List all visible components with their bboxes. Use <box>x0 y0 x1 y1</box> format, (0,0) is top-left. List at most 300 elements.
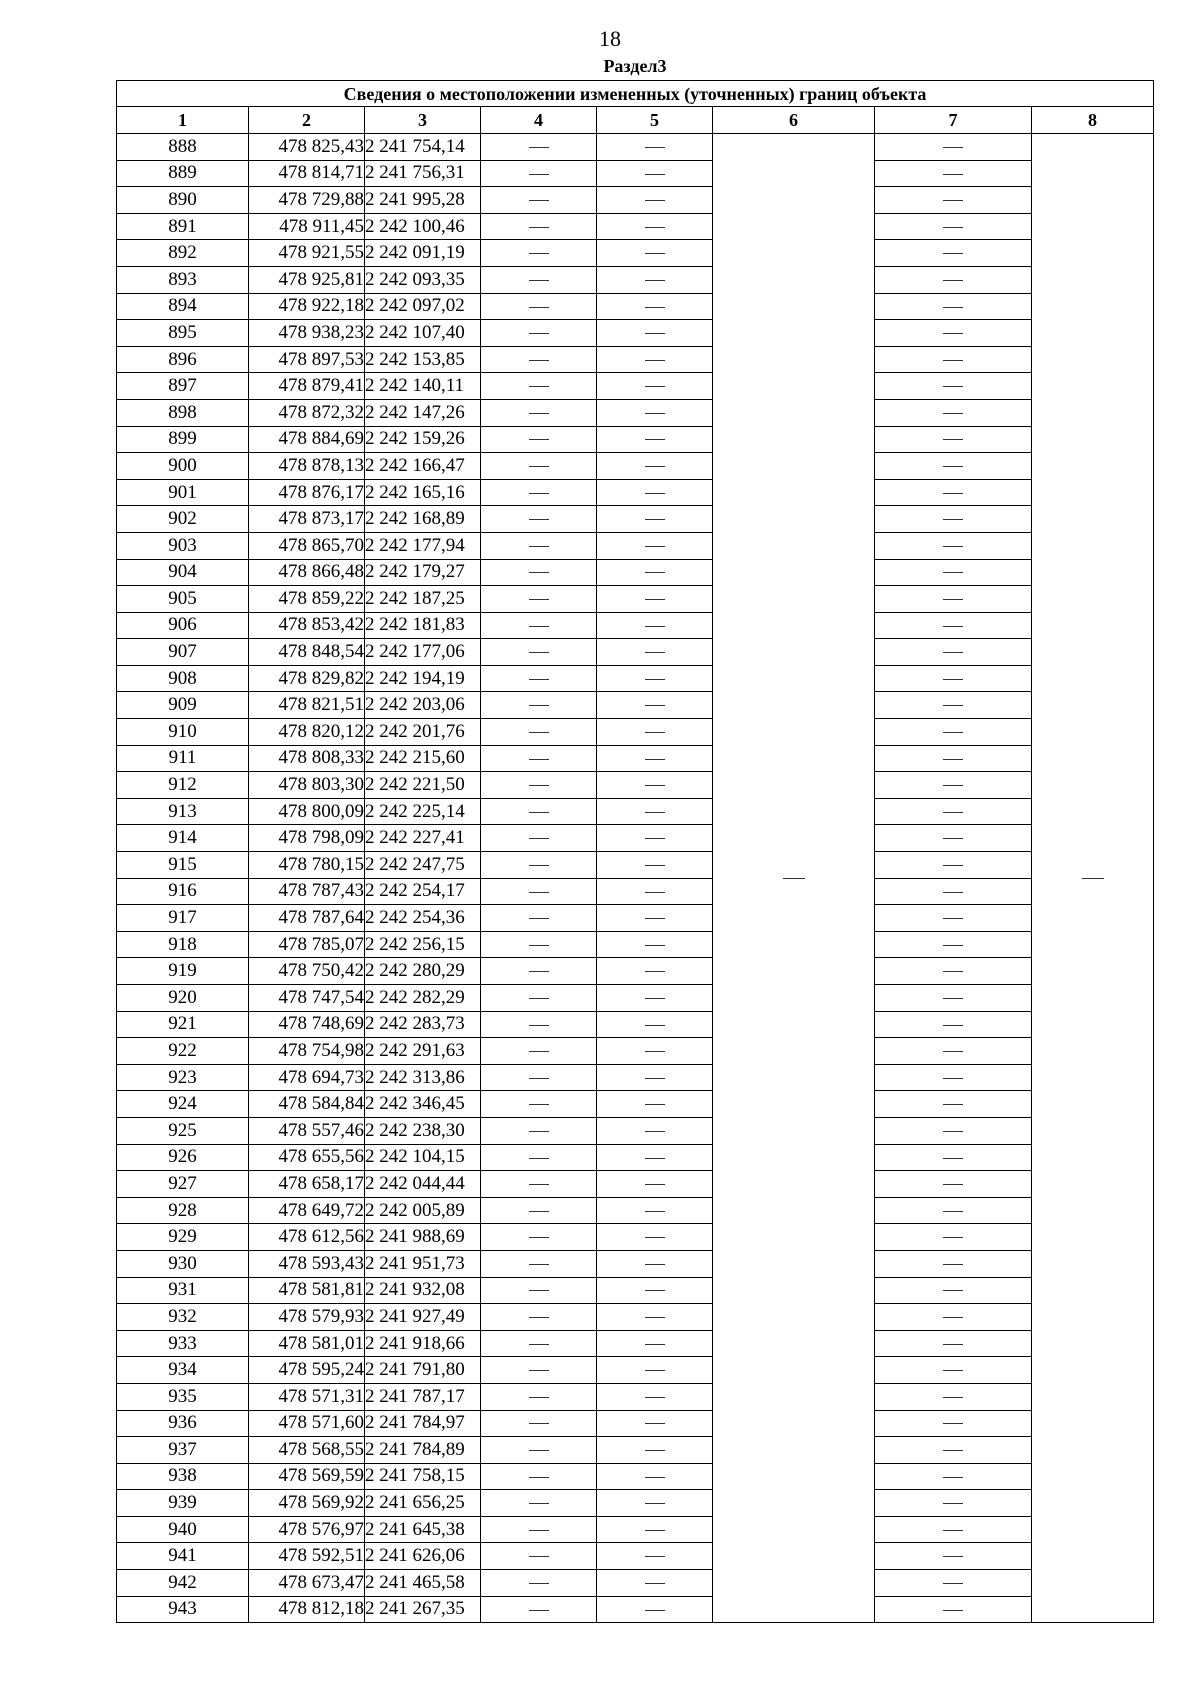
dash-mark <box>645 679 665 680</box>
col4-cell <box>481 1543 597 1570</box>
point-number-cell: 899 <box>117 426 249 453</box>
col4-cell <box>481 745 597 772</box>
col7-cell <box>875 373 1032 400</box>
x-coordinate-cell: 478 938,23 <box>249 320 365 347</box>
y-coordinate-cell: 2 242 104,15 <box>365 1144 481 1171</box>
dash-mark <box>529 147 549 148</box>
dash-mark <box>943 599 963 600</box>
column-header-3: 3 <box>365 107 481 134</box>
x-coordinate-cell: 478 748,69 <box>249 1011 365 1038</box>
dash-mark <box>529 519 549 520</box>
y-coordinate-cell: 2 241 988,69 <box>365 1224 481 1251</box>
dash-mark <box>645 1583 665 1584</box>
point-number-cell: 895 <box>117 320 249 347</box>
col7-cell <box>875 692 1032 719</box>
table-row <box>117 1490 1154 1517</box>
dash-mark <box>943 812 963 813</box>
x-coordinate-cell: 478 808,33 <box>249 745 365 772</box>
col4-cell <box>481 1091 597 1118</box>
col7-cell <box>875 745 1032 772</box>
dash-mark <box>529 253 549 254</box>
col5-cell <box>597 745 713 772</box>
dash-mark <box>645 439 665 440</box>
col4-cell <box>481 612 597 639</box>
point-number-cell: 935 <box>117 1383 249 1410</box>
dash-mark <box>529 174 549 175</box>
col5-cell <box>597 373 713 400</box>
dash-mark <box>645 1211 665 1212</box>
point-number-cell: 914 <box>117 825 249 852</box>
y-coordinate-cell: 2 242 254,36 <box>365 905 481 932</box>
x-coordinate-cell: 478 571,31 <box>249 1383 365 1410</box>
dash-mark <box>1082 878 1104 879</box>
col4-cell <box>481 1330 597 1357</box>
dash-mark <box>529 838 549 839</box>
dash-mark <box>943 333 963 334</box>
x-coordinate-cell: 478 925,81 <box>249 266 365 293</box>
dash-mark <box>645 785 665 786</box>
col5-cell <box>597 506 713 533</box>
col5-cell <box>597 1011 713 1038</box>
dash-mark <box>529 892 549 893</box>
x-coordinate-cell: 478 592,51 <box>249 1543 365 1570</box>
dash-mark <box>943 1397 963 1398</box>
x-coordinate-cell: 478 866,48 <box>249 559 365 586</box>
col4-cell <box>481 266 597 293</box>
col5-cell <box>597 798 713 825</box>
y-coordinate-cell: 2 242 291,63 <box>365 1038 481 1065</box>
y-coordinate-cell: 2 241 756,31 <box>365 160 481 187</box>
table-row <box>117 1197 1154 1224</box>
section-title: Раздел3 <box>603 56 667 76</box>
x-coordinate-cell: 478 649,72 <box>249 1197 365 1224</box>
table-row <box>117 479 1154 506</box>
dash-mark <box>645 1051 665 1052</box>
col5-cell <box>597 293 713 320</box>
col7-cell <box>875 240 1032 267</box>
point-number-cell: 909 <box>117 692 249 719</box>
point-number-cell: 929 <box>117 1224 249 1251</box>
y-coordinate-cell: 2 242 153,85 <box>365 346 481 373</box>
dash-mark <box>943 1078 963 1079</box>
dash-mark <box>943 466 963 467</box>
dash-mark <box>645 1423 665 1424</box>
y-coordinate-cell: 2 241 995,28 <box>365 187 481 214</box>
table-row <box>117 825 1154 852</box>
table-row <box>117 878 1154 905</box>
col4-cell <box>481 1383 597 1410</box>
dash-mark <box>529 227 549 228</box>
dash-mark <box>943 1211 963 1212</box>
point-number-cell: 901 <box>117 479 249 506</box>
x-coordinate-cell: 478 873,17 <box>249 506 365 533</box>
col5-cell <box>597 160 713 187</box>
dash-mark <box>529 493 549 494</box>
col5-cell <box>597 825 713 852</box>
point-number-cell: 913 <box>117 798 249 825</box>
col4-cell <box>481 320 597 347</box>
table-row <box>117 931 1154 958</box>
x-coordinate-cell: 478 655,56 <box>249 1144 365 1171</box>
point-number-cell: 924 <box>117 1091 249 1118</box>
dash-mark <box>943 1290 963 1291</box>
y-coordinate-cell: 2 242 227,41 <box>365 825 481 852</box>
dash-mark <box>943 572 963 573</box>
dash-mark <box>943 546 963 547</box>
y-coordinate-cell: 2 241 932,08 <box>365 1277 481 1304</box>
table-row <box>117 1304 1154 1331</box>
col7-cell <box>875 1277 1032 1304</box>
col5-cell <box>597 320 713 347</box>
col7-cell <box>875 665 1032 692</box>
point-number-cell: 934 <box>117 1357 249 1384</box>
y-coordinate-cell: 2 242 225,14 <box>365 798 481 825</box>
dash-mark <box>943 1317 963 1318</box>
dash-mark <box>645 1237 665 1238</box>
point-number-cell: 927 <box>117 1171 249 1198</box>
col7-cell <box>875 453 1032 480</box>
column-header-2: 2 <box>249 107 365 134</box>
col4-cell <box>481 852 597 879</box>
point-number-cell: 926 <box>117 1144 249 1171</box>
point-number-cell: 915 <box>117 852 249 879</box>
col7-cell <box>875 1543 1032 1570</box>
col4-cell <box>481 399 597 426</box>
col7-cell <box>875 1038 1032 1065</box>
col4-cell <box>481 1596 597 1623</box>
dash-mark <box>943 1477 963 1478</box>
dash-mark <box>645 1370 665 1371</box>
col5-cell <box>597 1516 713 1543</box>
table-caption-row <box>117 81 1154 107</box>
col4-cell <box>481 985 597 1012</box>
x-coordinate-cell: 478 612,56 <box>249 1224 365 1251</box>
point-number-cell: 893 <box>117 266 249 293</box>
table-row <box>117 1144 1154 1171</box>
col5-cell <box>597 559 713 586</box>
y-coordinate-cell: 2 241 784,97 <box>365 1410 481 1437</box>
y-coordinate-cell: 2 242 165,16 <box>365 479 481 506</box>
point-number-cell: 931 <box>117 1277 249 1304</box>
dash-mark <box>645 626 665 627</box>
point-number-cell: 907 <box>117 639 249 666</box>
col4-cell <box>481 1171 597 1198</box>
col5-cell <box>597 852 713 879</box>
column-header-6: 6 <box>713 107 875 134</box>
col4-cell <box>481 1437 597 1464</box>
col4-cell <box>481 1570 597 1597</box>
col4-cell <box>481 426 597 453</box>
dash-mark <box>783 878 805 879</box>
point-number-cell: 918 <box>117 931 249 958</box>
table-caption: Сведения о местоположении измененных (уточненных) границ объекта <box>117 81 1154 107</box>
dash-mark <box>943 1237 963 1238</box>
col5-cell <box>597 1543 713 1570</box>
dash-mark <box>529 732 549 733</box>
col5-cell <box>597 1091 713 1118</box>
x-coordinate-cell: 478 798,09 <box>249 825 365 852</box>
col5-cell <box>597 1277 713 1304</box>
col4-cell <box>481 1304 597 1331</box>
table-row <box>117 1357 1154 1384</box>
dash-mark <box>943 1583 963 1584</box>
y-coordinate-cell: 2 241 951,73 <box>365 1250 481 1277</box>
dash-mark <box>645 1104 665 1105</box>
dash-mark <box>645 546 665 547</box>
col4-cell <box>481 1144 597 1171</box>
x-coordinate-cell: 478 803,30 <box>249 772 365 799</box>
col4-cell <box>481 1516 597 1543</box>
y-coordinate-cell: 2 241 626,06 <box>365 1543 481 1570</box>
col7-cell <box>875 1011 1032 1038</box>
dash-mark <box>529 626 549 627</box>
column-header-4: 4 <box>481 107 597 134</box>
col4-cell <box>481 1490 597 1517</box>
point-number-cell: 902 <box>117 506 249 533</box>
x-coordinate-cell: 478 921,55 <box>249 240 365 267</box>
col7-cell <box>875 1330 1032 1357</box>
col4-cell <box>481 1117 597 1144</box>
dash-mark <box>529 1344 549 1345</box>
col7-cell <box>875 719 1032 746</box>
x-coordinate-cell: 478 754,98 <box>249 1038 365 1065</box>
col7-cell <box>875 479 1032 506</box>
table-row <box>117 240 1154 267</box>
dash-mark <box>645 918 665 919</box>
y-coordinate-cell: 2 241 267,35 <box>365 1596 481 1623</box>
col4-cell <box>481 878 597 905</box>
x-coordinate-cell: 478 897,53 <box>249 346 365 373</box>
table-body <box>117 134 1154 1623</box>
y-coordinate-cell: 2 242 194,19 <box>365 665 481 692</box>
y-coordinate-cell: 2 242 147,26 <box>365 399 481 426</box>
point-number-cell: 903 <box>117 532 249 559</box>
y-coordinate-cell: 2 242 168,89 <box>365 506 481 533</box>
dash-mark <box>529 945 549 946</box>
dash-mark <box>943 1344 963 1345</box>
dash-mark <box>529 360 549 361</box>
dash-mark <box>943 174 963 175</box>
dash-mark <box>529 599 549 600</box>
col7-cell <box>875 559 1032 586</box>
x-coordinate-cell: 478 879,41 <box>249 373 365 400</box>
col7-cell <box>875 506 1032 533</box>
point-number-cell: 921 <box>117 1011 249 1038</box>
col5-cell <box>597 1570 713 1597</box>
coordinates-table <box>116 80 1154 1623</box>
y-coordinate-cell: 2 242 100,46 <box>365 213 481 240</box>
point-number-cell: 911 <box>117 745 249 772</box>
dash-mark <box>529 1556 549 1557</box>
dash-mark <box>645 998 665 999</box>
table-row <box>117 373 1154 400</box>
table-row <box>117 160 1154 187</box>
table-row <box>117 692 1154 719</box>
dash-mark <box>529 1477 549 1478</box>
table-row <box>117 905 1154 932</box>
dash-mark <box>645 1078 665 1079</box>
col4-cell <box>481 1250 597 1277</box>
col5-cell <box>597 399 713 426</box>
point-number-cell: 912 <box>117 772 249 799</box>
col7-cell <box>875 772 1032 799</box>
col4-cell <box>481 532 597 559</box>
y-coordinate-cell: 2 242 238,30 <box>365 1117 481 1144</box>
x-coordinate-cell: 478 658,17 <box>249 1171 365 1198</box>
point-number-cell: 939 <box>117 1490 249 1517</box>
col4-cell <box>481 905 597 932</box>
table-row <box>117 852 1154 879</box>
dash-mark <box>645 945 665 946</box>
point-number-cell: 916 <box>117 878 249 905</box>
table-row <box>117 958 1154 985</box>
dash-mark <box>529 572 549 573</box>
dash-mark <box>529 1583 549 1584</box>
dash-mark <box>645 572 665 573</box>
table-row <box>117 586 1154 613</box>
dash-mark <box>943 493 963 494</box>
x-coordinate-cell: 478 876,17 <box>249 479 365 506</box>
col5-cell <box>597 1250 713 1277</box>
col7-cell <box>875 293 1032 320</box>
col4-cell <box>481 1011 597 1038</box>
table-row <box>117 612 1154 639</box>
dash-mark <box>943 307 963 308</box>
y-coordinate-cell: 2 242 107,40 <box>365 320 481 347</box>
dash-mark <box>943 1530 963 1531</box>
dash-mark <box>645 1317 665 1318</box>
col7-cell <box>875 266 1032 293</box>
y-coordinate-cell: 2 242 159,26 <box>365 426 481 453</box>
table-row <box>117 1038 1154 1065</box>
dash-mark <box>943 785 963 786</box>
col5-cell <box>597 1596 713 1623</box>
col7-cell <box>875 532 1032 559</box>
col4-cell <box>481 958 597 985</box>
col7-cell <box>875 798 1032 825</box>
col5-cell <box>597 612 713 639</box>
dash-mark <box>645 174 665 175</box>
table-row <box>117 1463 1154 1490</box>
x-coordinate-cell: 478 569,92 <box>249 1490 365 1517</box>
col5-cell <box>597 479 713 506</box>
col7-cell <box>875 586 1032 613</box>
dash-mark <box>645 1610 665 1611</box>
col4-cell <box>481 453 597 480</box>
dash-mark <box>645 360 665 361</box>
col7-cell <box>875 320 1032 347</box>
dash-mark <box>529 1051 549 1052</box>
dash-mark <box>529 1290 549 1291</box>
y-coordinate-cell: 2 241 927,49 <box>365 1304 481 1331</box>
dash-mark <box>529 1503 549 1504</box>
column-header-5: 5 <box>597 107 713 134</box>
dash-mark <box>645 1503 665 1504</box>
point-number-cell: 890 <box>117 187 249 214</box>
table-row <box>117 187 1154 214</box>
dash-mark <box>943 439 963 440</box>
table-row <box>117 134 1154 161</box>
col4-cell <box>481 373 597 400</box>
x-coordinate-cell: 478 750,42 <box>249 958 365 985</box>
point-number-cell: 910 <box>117 719 249 746</box>
col7-cell <box>875 1197 1032 1224</box>
point-number-cell: 894 <box>117 293 249 320</box>
table-row <box>117 399 1154 426</box>
dash-mark <box>529 865 549 866</box>
dash-mark <box>645 519 665 520</box>
x-coordinate-cell: 478 595,24 <box>249 1357 365 1384</box>
col7-cell <box>875 852 1032 879</box>
dash-mark <box>645 892 665 893</box>
x-coordinate-cell: 478 812,18 <box>249 1596 365 1623</box>
dash-mark <box>529 1211 549 1212</box>
dash-mark <box>943 705 963 706</box>
dash-mark <box>943 360 963 361</box>
table-row <box>117 772 1154 799</box>
table-row <box>117 1171 1154 1198</box>
x-coordinate-cell: 478 568,55 <box>249 1437 365 1464</box>
dash-mark <box>943 626 963 627</box>
y-coordinate-cell: 2 242 005,89 <box>365 1197 481 1224</box>
x-coordinate-cell: 478 853,42 <box>249 612 365 639</box>
x-coordinate-cell: 478 576,97 <box>249 1516 365 1543</box>
dash-mark <box>529 759 549 760</box>
dash-mark <box>529 971 549 972</box>
table-row <box>117 1570 1154 1597</box>
table-row <box>117 1596 1154 1623</box>
dash-mark <box>529 1158 549 1159</box>
col7-cell <box>875 1437 1032 1464</box>
table-row <box>117 745 1154 772</box>
col4-cell <box>481 772 597 799</box>
point-number-cell: 941 <box>117 1543 249 1570</box>
dash-mark <box>645 333 665 334</box>
y-coordinate-cell: 2 242 256,15 <box>365 931 481 958</box>
col5-cell <box>597 1064 713 1091</box>
point-number-cell: 888 <box>117 134 249 161</box>
dash-mark <box>943 1184 963 1185</box>
dash-mark <box>645 812 665 813</box>
x-coordinate-cell: 478 865,70 <box>249 532 365 559</box>
point-number-cell: 928 <box>117 1197 249 1224</box>
dash-mark <box>943 1503 963 1504</box>
column-header-1: 1 <box>117 107 249 134</box>
y-coordinate-cell: 2 242 313,86 <box>365 1064 481 1091</box>
point-number-cell: 897 <box>117 373 249 400</box>
x-coordinate-cell: 478 593,43 <box>249 1250 365 1277</box>
point-number-cell: 905 <box>117 586 249 613</box>
col4-cell <box>481 719 597 746</box>
column-header-8: 8 <box>1032 107 1154 134</box>
point-number-cell: 925 <box>117 1117 249 1144</box>
y-coordinate-cell: 2 242 215,60 <box>365 745 481 772</box>
x-coordinate-cell: 478 820,12 <box>249 719 365 746</box>
table-row <box>117 453 1154 480</box>
col5-cell <box>597 1383 713 1410</box>
x-coordinate-cell: 478 787,64 <box>249 905 365 932</box>
col5-cell <box>597 187 713 214</box>
table-row <box>117 719 1154 746</box>
col7-cell <box>875 1224 1032 1251</box>
dash-mark <box>943 253 963 254</box>
dash-mark <box>943 865 963 866</box>
dash-mark <box>943 386 963 387</box>
dash-mark <box>529 1131 549 1132</box>
dash-mark <box>943 519 963 520</box>
col7-cell <box>875 639 1032 666</box>
dash-mark <box>529 439 549 440</box>
